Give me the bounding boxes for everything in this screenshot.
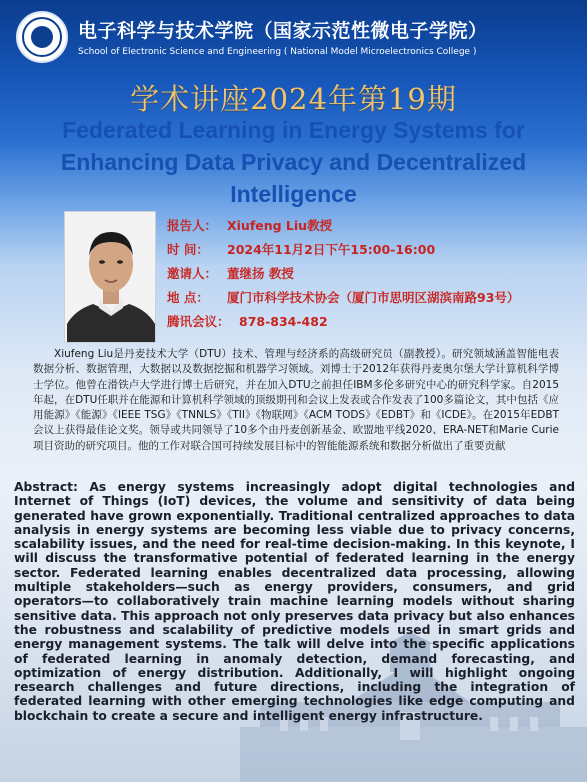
info-value: 厦门市科学技术协会（厦门市思明区湖滨南路93号） xyxy=(227,290,520,305)
school-name-en: School of Electronic Science and Engineering ( National Model Microelectronics College ) xyxy=(78,47,477,57)
info-label: 时 间： xyxy=(167,242,209,257)
lecture-number: 学术讲座2024年第19期 xyxy=(130,82,457,116)
info-row-inviter xyxy=(167,264,577,288)
university-seal-logo xyxy=(16,11,68,63)
info-value: 878-834-482 xyxy=(239,314,328,329)
talk-title-line: Federated Learning in Energy Systems for xyxy=(62,117,525,143)
info-row-location xyxy=(167,288,577,312)
lecture-info xyxy=(167,216,577,336)
speaker-portrait-graphic xyxy=(65,212,156,343)
info-row-time xyxy=(167,240,577,264)
speaker-photo xyxy=(64,211,156,343)
info-row-tencent-meeting xyxy=(167,312,577,336)
info-label: 地 点： xyxy=(167,290,209,305)
talk-title xyxy=(40,114,547,210)
abstract-text: Abstract: As energy systems increasingly adopt digital technologies and Internet of Things (IoT) devices, the volume and sensitivity of data being generated have grown exponentially. Traditional centralized approaches to data analysis in energy systems are becoming less viable due to privacy concerns, scalability issues, and the need for real-time decision-making. In this keynote, I will discuss the transformative potential of federated learning in the energy sector. Federated learning enables decentralized data processing, allowing multiple stakeholders—such as energy providers, consumers, and grid operators—to collaboratively train machine learning models without sharing sensitive data. This approach not only preserves data privacy but also enhances the robustness and scalability of predictive models used in smart grids and energy management systems. The talk will delve into the specific applications of federated learning in anomaly detection, demand forecasting, and optimization of energy distribution. Additionally, I will highlight ongoing research challenges and future directions, including the integration of federated learning with other emerging technologies like edge computing and blockchain to create a secure and intelligent energy infrastructure. xyxy=(14,480,575,723)
info-row-speaker xyxy=(167,216,577,240)
info-label: 报告人： xyxy=(167,218,218,233)
info-value: 2024年11月2日下午15:00-16:00 xyxy=(227,242,436,257)
info-value: Xiufeng Liu教授 xyxy=(227,218,333,233)
seal-emblem xyxy=(31,26,53,48)
speaker-bio: Xiufeng Liu是丹麦技术大学（DTU）技术、管理与经济系的高级研究员（副教授）。研究领域涵盖智能电表数据分析、数据管理，大数据以及数据挖掘和机器学习领域。刘博士于2012年获得丹麦奥尔堡大学计算机科学博士学位。他曾在滑铁卢大学进行博士后研究，并在加入DTU之前担任IBM多伦多研究中心的研究科学家。自2015年起，在DTU任职并在能源和计算机科学领域的顶级期刊和会议上发表或合作发表了100多篇论文，其中包括《应用能源》《能源》《IEEE TSG》《TNNLS》《TII》《物联网》《ACM TODS》《EDBT》和《ICDE》。在2015年EDBT会议上获得最佳论文奖。领导或共同领导了10多个由丹麦创新基金、欧盟地平线2020、ERA-NET和Marie Curie项目资助的研究项目。他的工作对联合国可持续发展目标中的智能能源系统和数据分析做出了重要贡献 xyxy=(33,348,559,452)
school-name-cn: 电子科学与技术学院（国家示范性微电子学院） xyxy=(78,20,488,42)
info-label: 邀请人： xyxy=(167,266,218,281)
info-label: 腾讯会议： xyxy=(167,314,230,329)
talk-title-line: Enhancing Data Privacy and Decentralized xyxy=(60,149,527,175)
talk-title-line: Intelligence xyxy=(230,181,357,207)
info-value: 董继扬 教授 xyxy=(227,266,294,281)
